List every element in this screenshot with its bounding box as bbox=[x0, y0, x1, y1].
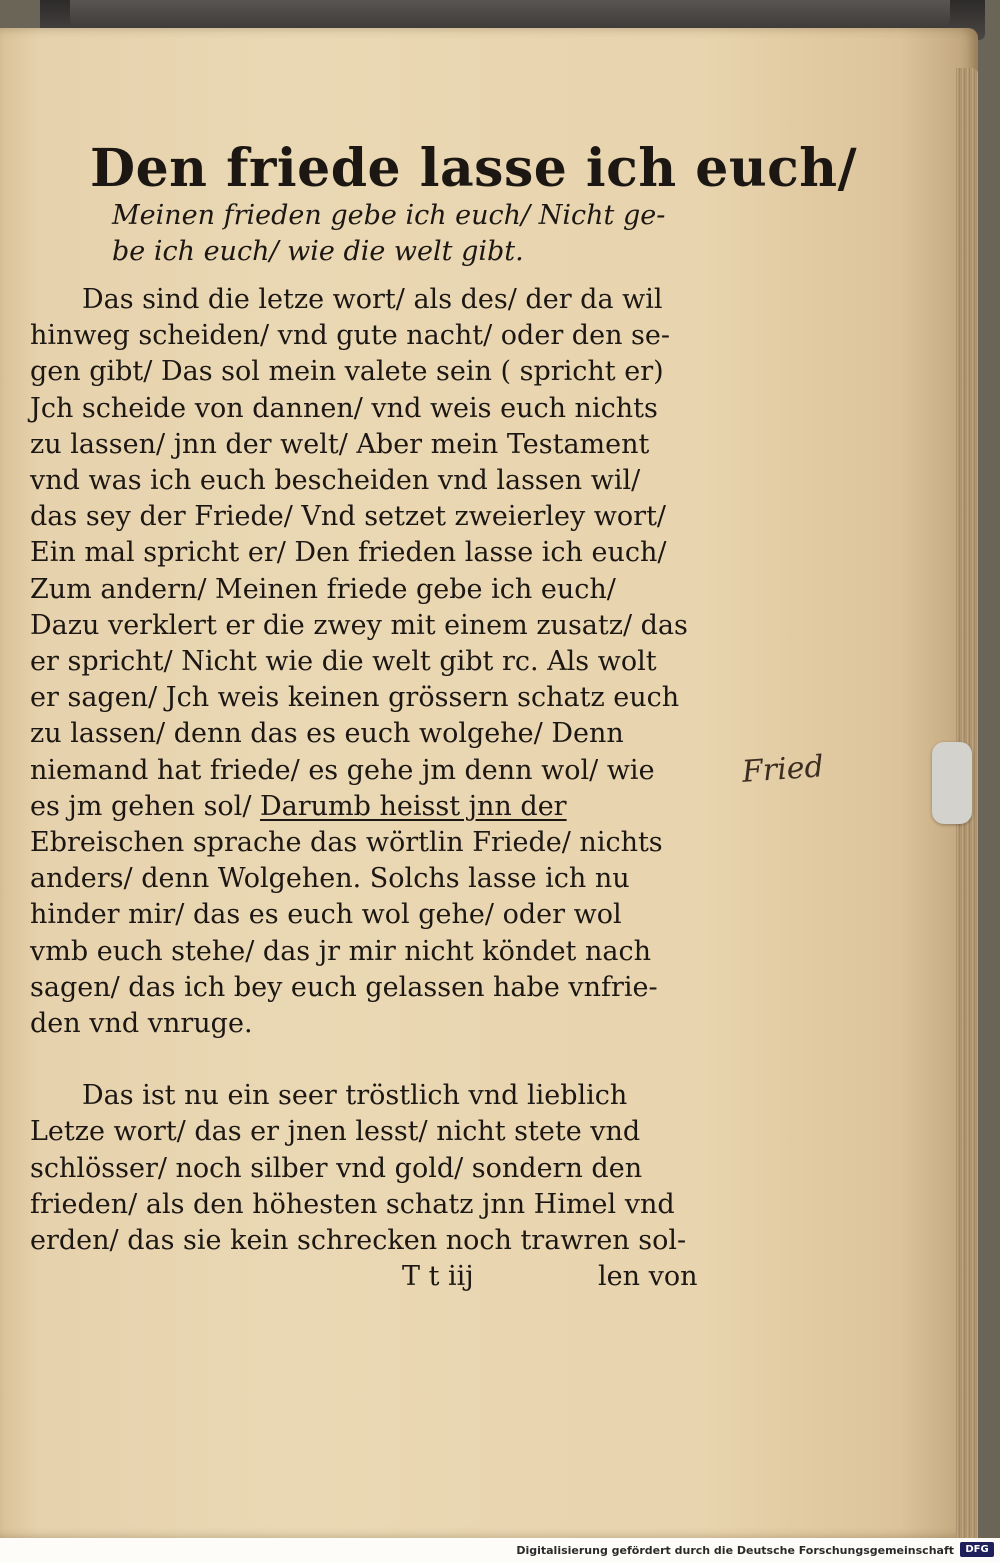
text-line bbox=[30, 789, 730, 825]
paragraph-2 bbox=[30, 1078, 730, 1295]
text-line: schlösser/ noch silber vnd gold/ sondern den bbox=[30, 1152, 643, 1184]
paragraph-1 bbox=[30, 282, 730, 1042]
text-line: Dazu verklert er die zwey mit einem zusatz/ das bbox=[30, 609, 688, 641]
margin-annotation: Fried bbox=[740, 749, 825, 790]
text-line: zu lassen/ denn das es euch wolgehe/ Denn bbox=[30, 718, 624, 750]
text-line: gen gibt/ Das sol mein valete sein ( spricht er) bbox=[30, 356, 664, 388]
binding-clasp bbox=[70, 0, 950, 30]
text-line: Zum andern/ Meinen friede gebe ich euch/ bbox=[30, 573, 616, 605]
bookmark-tab bbox=[932, 742, 972, 824]
text-line: Letze wort/ das er jnen lesst/ nicht stete vnd bbox=[30, 1116, 641, 1148]
catchword: len von bbox=[598, 1261, 698, 1293]
page-text bbox=[30, 138, 858, 1295]
text-line: Jch scheide von dannen/ vnd weis euch nichts bbox=[30, 392, 658, 424]
page-heading: Den friede lasse ich euch/ bbox=[90, 138, 858, 199]
subheading-line: Meinen frieden gebe ich euch/ Nicht ge- bbox=[112, 200, 666, 231]
subheading-line: be ich euch/ wie die welt gibt. bbox=[112, 236, 524, 267]
text-line: hinder mir/ das es euch wol gehe/ oder wol bbox=[30, 899, 622, 931]
text-line: er sagen/ Jch weis keinen grössern schatz euch bbox=[30, 682, 680, 714]
text-line: das sey der Friede/ Vnd setzet zweierley wort/ bbox=[30, 501, 667, 533]
text-line: Das ist nu ein seer tröstlich vnd lieblich bbox=[82, 1080, 628, 1112]
text-line: Ebreischen sprache das wörtlin Friede/ nichts bbox=[30, 827, 663, 859]
text-line: den vnd vnruge. bbox=[30, 1008, 253, 1040]
page-subheading bbox=[112, 198, 730, 270]
text-line: erden/ das sie kein schrecken noch trawren sol- bbox=[30, 1225, 687, 1257]
text-line: Das sind die letze wort/ als des/ der da wil bbox=[82, 284, 663, 315]
text-line: niemand hat friede/ es gehe jm denn wol/ wie bbox=[30, 754, 655, 786]
dfg-logo: DFG bbox=[960, 1542, 994, 1557]
text-line: hinweg scheiden/ vnd gute nacht/ oder den se- bbox=[30, 320, 670, 352]
footer-bar bbox=[0, 1538, 1000, 1562]
funding-credit: Digitalisierung gefördert durch die Deutsche Forschungsgemeinschaft bbox=[516, 1544, 954, 1557]
text-line: er spricht/ Nicht wie die welt gibt rc. Als wolt bbox=[30, 646, 657, 678]
text-line: sagen/ das ich bey euch gelassen habe vnfrie- bbox=[30, 971, 658, 1003]
text-line: vmb euch stehe/ das jr mir nicht köndet nach bbox=[30, 935, 651, 967]
text-line: Ein mal spricht er/ Den frieden lasse ich euch/ bbox=[30, 537, 667, 569]
text-line: anders/ denn Wolgehen. Solchs lasse ich nu bbox=[30, 863, 630, 895]
page-footer-line bbox=[30, 1259, 730, 1295]
text-line: zu lassen/ jnn der welt/ Aber mein Testament bbox=[30, 428, 650, 460]
text-line: vnd was ich euch bescheiden vnd lassen wil/ bbox=[30, 465, 641, 497]
text-line: frieden/ als den höhesten schatz jnn Himel vnd bbox=[30, 1188, 675, 1220]
underlined-text: Darumb heisst jnn der bbox=[260, 790, 567, 822]
text-segment: es jm gehen sol/ bbox=[30, 790, 261, 822]
signature-mark: T t iij bbox=[402, 1261, 474, 1293]
